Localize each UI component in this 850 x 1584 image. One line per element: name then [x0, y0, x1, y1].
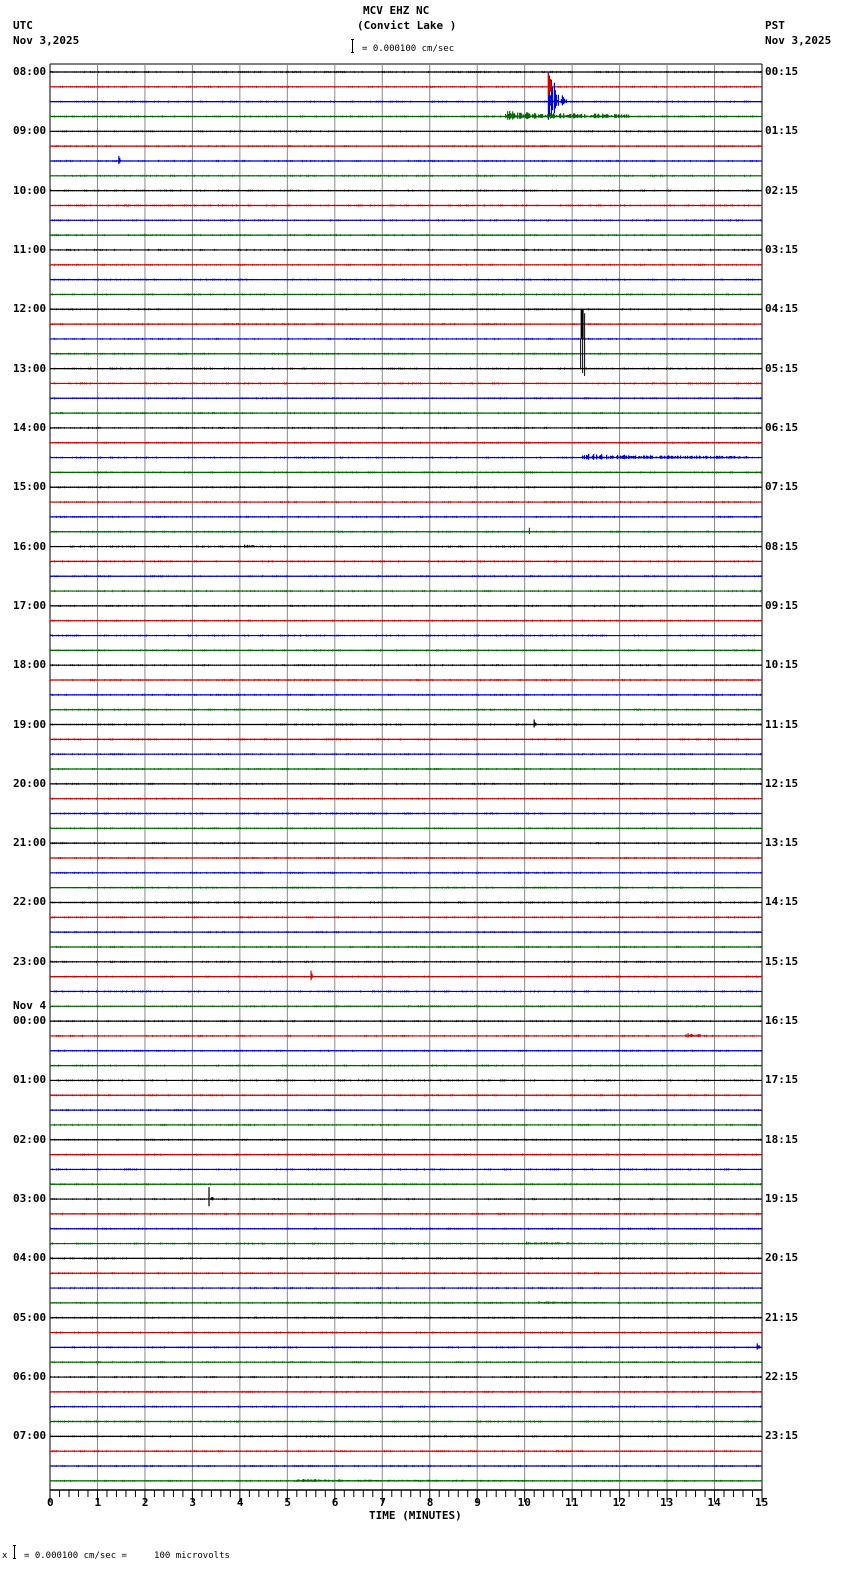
x-tick-label: 5 [284, 1496, 291, 1509]
utc-hour-label: 20:00 [13, 776, 47, 790]
pst-hour-label: 07:15 [765, 480, 799, 494]
pst-hour-label: 23:15 [765, 1429, 799, 1443]
date-change-label: Nov 4 [13, 999, 47, 1013]
pst-hour-label: 02:15 [765, 183, 799, 197]
left-timezone: UTC [13, 19, 33, 32]
x-tick-label: 8 [426, 1496, 434, 1509]
utc-hour-label: 15:00 [13, 480, 47, 494]
x-tick-label: 3 [189, 1496, 197, 1509]
pst-hour-label: 09:15 [765, 598, 799, 612]
pst-hour-label: 10:15 [765, 658, 799, 672]
x-tick-label: 14 [707, 1496, 721, 1509]
scale-text: = 0.000100 cm/sec [362, 44, 455, 54]
pst-hour-label: 18:15 [765, 1132, 799, 1146]
x-tick-label: 10 [517, 1496, 531, 1509]
pst-hour-label: 05:15 [765, 361, 799, 375]
x-tick-label: 4 [236, 1496, 244, 1509]
utc-hour-label: 22:00 [13, 895, 47, 909]
pst-hour-label: 19:15 [765, 1192, 799, 1206]
footer-scale-bar-icon [13, 1545, 16, 1559]
right-date: Nov 3,2025 [765, 34, 832, 47]
pst-hour-label: 11:15 [765, 717, 799, 731]
utc-hour-label: 11:00 [13, 242, 47, 256]
utc-hour-label: 04:00 [13, 1251, 47, 1265]
footer-scale-note: = 0.000100 cm/sec = 100 microvolts [24, 1551, 230, 1561]
utc-hour-label: 12:00 [13, 302, 47, 316]
pst-hour-label: 04:15 [765, 302, 799, 316]
utc-hour-label: 10:00 [13, 183, 47, 197]
utc-hour-label: 06:00 [13, 1370, 47, 1384]
x-tick-label: 0 [47, 1496, 54, 1509]
x-tick-label: 9 [474, 1496, 481, 1509]
pst-hour-label: 15:15 [765, 954, 799, 968]
utc-hour-label: 18:00 [13, 658, 47, 672]
right-timezone: PST [765, 19, 785, 32]
x-tick-label: 11 [565, 1496, 579, 1509]
station-title: MCV EHZ NC [363, 4, 430, 17]
utc-hour-label: 09:00 [13, 124, 47, 138]
pst-hour-label: 00:15 [765, 65, 799, 78]
pst-hour-label: 17:15 [765, 1073, 799, 1087]
utc-hour-label: 14:00 [13, 420, 47, 434]
utc-hour-label: 05:00 [13, 1310, 47, 1324]
pst-hour-label: 14:15 [765, 895, 799, 909]
x-tick-label: 15 [755, 1496, 769, 1509]
utc-hour-label: 19:00 [13, 717, 47, 731]
pst-hour-label: 12:15 [765, 776, 799, 790]
pst-hour-label: 13:15 [765, 836, 799, 850]
x-tick-label: 12 [612, 1496, 626, 1509]
pst-hour-label: 06:15 [765, 420, 799, 434]
x-tick-label: 6 [331, 1496, 339, 1509]
utc-hour-label: 00:00 [13, 1014, 47, 1028]
axis-title: TIME (MINUTES) [369, 1509, 462, 1522]
utc-hour-label: 01:00 [13, 1073, 47, 1087]
pst-hour-label: 22:15 [765, 1370, 799, 1384]
utc-hour-label: 03:00 [13, 1192, 47, 1206]
utc-hour-label: 21:00 [13, 836, 47, 850]
utc-hour-label: 02:00 [13, 1132, 47, 1146]
utc-hour-label: 16:00 [13, 539, 47, 553]
left-date: Nov 3,2025 [13, 34, 80, 47]
x-tick-label: 13 [660, 1496, 674, 1509]
utc-hour-label: 23:00 [13, 954, 47, 968]
pst-hour-label: 21:15 [765, 1310, 799, 1324]
pst-hour-label: 20:15 [765, 1251, 799, 1265]
x-tick-label: 1 [94, 1496, 102, 1509]
utc-hour-label: 07:00 [13, 1429, 47, 1443]
utc-hour-label: 08:00 [13, 65, 47, 78]
pst-hour-label: 03:15 [765, 242, 799, 256]
utc-hour-label: 17:00 [13, 598, 47, 612]
x-tick-label: 7 [379, 1496, 386, 1509]
x-tick-label: 2 [141, 1496, 149, 1509]
footer-prefix: x [2, 1551, 8, 1561]
pst-hour-label: 01:15 [765, 124, 799, 138]
pst-hour-label: 08:15 [765, 539, 799, 553]
station-location: (Convict Lake ) [357, 19, 457, 32]
pst-hour-label: 16:15 [765, 1014, 799, 1028]
utc-hour-label: 13:00 [13, 361, 47, 375]
